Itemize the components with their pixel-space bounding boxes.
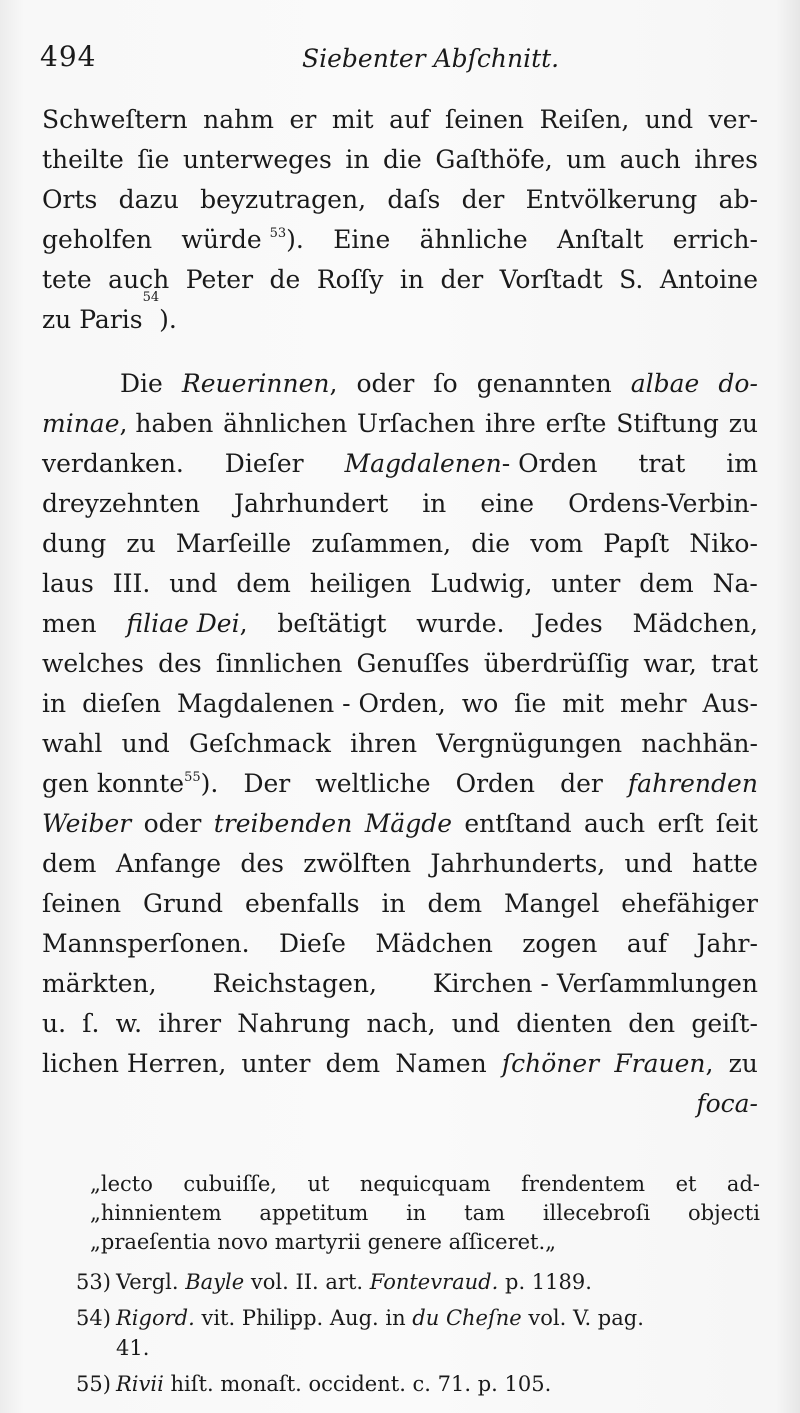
word: nequicquam: [359, 1172, 491, 1196]
word: wo: [461, 689, 499, 718]
word: wurde.: [416, 609, 505, 638]
word: überdrüſſig: [483, 649, 630, 678]
word: oder: [143, 809, 202, 838]
word: zu: [728, 409, 758, 438]
word: Aus-: [702, 689, 758, 718]
word: beſtätigt: [277, 609, 387, 638]
punct: ,: [239, 609, 248, 638]
text-line: [42, 364, 758, 404]
text-line: [42, 924, 758, 964]
word: Dieſe: [278, 929, 346, 958]
word: Kirchen - Verſammlungen: [432, 969, 758, 998]
word: dem: [639, 569, 694, 598]
footnote-54: [76, 1303, 760, 1363]
word: trat: [711, 649, 758, 678]
word: vom: [530, 529, 584, 558]
word: entſtand: [464, 809, 572, 838]
word: in: [422, 489, 447, 518]
word: Jahrhunderts,: [430, 849, 606, 878]
footnote-text: vol. II. art.: [250, 1270, 364, 1294]
word: die: [471, 529, 511, 558]
text-line: [42, 484, 758, 524]
word: Ludwig,: [430, 569, 533, 598]
footnote-number: 55): [76, 1372, 111, 1396]
text-line: [42, 644, 758, 684]
word: zu Paris: [42, 305, 143, 334]
word: ver-: [708, 105, 758, 134]
word: unter: [551, 569, 621, 598]
text-line: [42, 1004, 758, 1044]
running-head: Siebenter Abſchnitt.: [302, 44, 560, 73]
word: er: [289, 105, 317, 134]
word: der: [440, 265, 484, 294]
footnote-italic: Rigord.: [116, 1306, 195, 1330]
footnote-number: 53): [76, 1270, 111, 1294]
catchword: foca-: [696, 1089, 758, 1118]
word: weltliche: [315, 769, 431, 798]
footnote-text: 41.: [116, 1336, 150, 1360]
word: trat: [638, 449, 686, 478]
word: ehefähiger: [621, 889, 758, 918]
footnote-53: [76, 1267, 760, 1297]
footnote-text: hiſt. monaſt. occident. c. 71. p. 105.: [170, 1372, 552, 1396]
word: unter: [241, 1049, 311, 1078]
italic-word: minae: [42, 409, 120, 438]
body-text: [42, 100, 758, 1124]
word: und: [121, 729, 170, 758]
page-number: 494: [40, 40, 97, 73]
word: Anſtalt: [556, 225, 644, 254]
word: und: [624, 849, 673, 878]
word: zwölften: [303, 849, 412, 878]
word: auf: [626, 929, 668, 958]
word: illecebroſi: [542, 1201, 651, 1225]
word: der: [560, 769, 603, 798]
word: ihren: [350, 729, 418, 758]
word: ihrer: [158, 1009, 222, 1038]
word: [182, 364, 338, 404]
word: mehr: [619, 689, 687, 718]
word: Antoine: [659, 265, 758, 294]
word: ſie: [137, 145, 170, 174]
word: Anfange: [115, 849, 222, 878]
text-line: [42, 220, 758, 260]
word: des: [240, 849, 284, 878]
word: frendentem: [521, 1172, 646, 1196]
word: errich-: [672, 225, 758, 254]
word: Dieſer: [224, 449, 304, 478]
word: [42, 404, 213, 444]
word: dreyzehnten: [42, 489, 200, 518]
word: unterweges: [182, 145, 332, 174]
word: nach,: [366, 1009, 436, 1038]
word: eine: [480, 489, 535, 518]
word: märkten,: [42, 969, 157, 998]
word: Mädchen,: [632, 609, 758, 638]
word: den: [628, 1009, 676, 1038]
word: auch: [619, 145, 681, 174]
word: ähnlichen: [223, 409, 348, 438]
text-line: [42, 404, 758, 444]
word: Vorſtadt: [499, 265, 603, 294]
word: dem: [325, 1049, 381, 1078]
word: Grund: [142, 889, 224, 918]
text-line: [42, 724, 758, 764]
word: gen konnte: [42, 769, 185, 798]
text-line: [42, 844, 758, 884]
punct: ,: [705, 1049, 714, 1078]
word: in: [381, 889, 406, 918]
footnote-ref: 53: [269, 225, 287, 241]
word: heiligen: [309, 569, 412, 598]
word: dem: [42, 849, 97, 878]
word: ).: [286, 225, 304, 254]
word: Eine: [333, 225, 391, 254]
text-line: [42, 1044, 758, 1084]
word: genannten: [476, 369, 612, 398]
word: dem: [427, 889, 483, 918]
word: - Orden: [501, 449, 598, 478]
word: Ordens-Verbin-: [568, 489, 758, 518]
footnote-italic: Rivii: [116, 1372, 164, 1396]
word: ſinnlichen: [215, 649, 343, 678]
word: zogen: [522, 929, 598, 958]
word: in: [406, 1201, 427, 1225]
paragraph-gap: [42, 340, 758, 364]
word: ut: [307, 1172, 330, 1196]
word: Vergnügungen: [436, 729, 623, 758]
word: , haben: [119, 409, 214, 438]
word: „praeſentia novo martyrii genere aſſiceret.„: [90, 1230, 557, 1254]
word: oder: [356, 369, 415, 398]
word: ſeinen: [42, 889, 122, 918]
word: cubuiſſe,: [183, 1172, 277, 1196]
word: Schweſtern: [42, 105, 188, 134]
word: Genuſſes: [356, 649, 470, 678]
text-line: [42, 764, 758, 804]
word: Urſachen: [357, 409, 476, 438]
word: dazu: [118, 185, 179, 214]
word: ).: [200, 769, 219, 798]
word: de: [269, 265, 301, 294]
text-line: [42, 444, 758, 484]
word: tam: [464, 1201, 506, 1225]
italic-word: do-: [718, 369, 758, 398]
word: dienten: [516, 1009, 613, 1038]
italic-word: Reuerinnen: [181, 369, 330, 398]
word: Roſſy: [316, 265, 384, 294]
word: Jahr-: [696, 929, 758, 958]
word: ).: [159, 305, 177, 334]
footnote-italic: du Cheſne: [412, 1306, 522, 1330]
word: ſ.: [82, 1009, 100, 1038]
word: ad-: [726, 1172, 760, 1196]
quote-line: [90, 1170, 760, 1199]
word: Na-: [712, 569, 758, 598]
word: Jedes: [534, 609, 603, 638]
word: „lecto: [90, 1172, 153, 1196]
italic-word: filiae Dei: [126, 609, 240, 638]
word: appetitum: [259, 1201, 369, 1225]
footnote-text: Vergl.: [116, 1270, 179, 1294]
word: im: [726, 449, 758, 478]
word: Mädchen: [375, 929, 493, 958]
word: Reichstagen,: [212, 969, 377, 998]
word: dieſen: [82, 689, 162, 718]
text-line: [42, 1084, 758, 1124]
word: und: [451, 1009, 500, 1038]
footnote-ref: 54: [142, 290, 160, 305]
text-line: [42, 884, 758, 924]
footnote-55: [76, 1369, 760, 1399]
punct: ,: [329, 369, 338, 398]
text-line: [42, 684, 758, 724]
word: Namen: [395, 1049, 487, 1078]
text-line: [42, 140, 758, 180]
footnotes: [76, 1170, 760, 1399]
word: in: [345, 145, 370, 174]
word: Stiftung: [616, 409, 719, 438]
footnote-italic: Bayle: [185, 1270, 245, 1294]
word: ihres: [694, 145, 758, 174]
word: und: [644, 105, 694, 134]
italic-word: treibenden: [213, 809, 353, 838]
word: Orden: [455, 769, 535, 798]
word: theilte: [42, 145, 124, 174]
footnote-ref: 55: [184, 769, 201, 785]
word: erſt: [657, 809, 704, 838]
word: Marſeille: [175, 529, 292, 558]
word: [345, 444, 598, 484]
word: Jahrhundert: [234, 489, 389, 518]
word: laus: [42, 569, 94, 598]
word: nahm: [203, 105, 274, 134]
word: Papſt: [603, 529, 670, 558]
word: ebenfalls: [244, 889, 360, 918]
word: w.: [115, 1009, 143, 1038]
word: Mangel: [503, 889, 600, 918]
footnote-text: vol. V. pag.: [528, 1306, 644, 1330]
word: welches: [42, 649, 144, 678]
word: III.: [112, 569, 151, 598]
word: tete: [42, 265, 92, 294]
word: ſo: [433, 369, 458, 398]
word: Entvölkerung: [525, 185, 698, 214]
word: Peter: [185, 265, 254, 294]
word: S.: [619, 265, 644, 294]
word: zu: [126, 529, 156, 558]
text-line: [42, 180, 758, 220]
word: ihre: [484, 409, 536, 438]
word: zuſammen,: [311, 529, 452, 558]
word: hatte: [692, 849, 758, 878]
word: ähnliche: [419, 225, 528, 254]
footnote-text: p. 1189.: [505, 1270, 592, 1294]
word: verdanken.: [42, 449, 184, 478]
italic-word: Weiber: [42, 809, 132, 838]
word: geholfen: [42, 225, 153, 254]
word: auch: [583, 809, 646, 838]
word: men: [42, 609, 97, 638]
word: objecti: [688, 1201, 760, 1225]
word: beyzutragen,: [200, 185, 367, 214]
word: geiſt-: [691, 1009, 758, 1038]
word: dung: [42, 529, 107, 558]
word: zu: [728, 1049, 758, 1078]
quote-line: [90, 1228, 760, 1257]
word: auch: [108, 265, 170, 294]
word: Gaſthöfe,: [435, 145, 553, 174]
page-header: [40, 40, 760, 80]
word: ſeit: [715, 809, 758, 838]
word: würde: [181, 225, 262, 254]
italic-word: Mägde: [364, 809, 452, 838]
footnote-italic: Fontevraud.: [369, 1270, 499, 1294]
word: Magdalenen - Orden,: [177, 689, 446, 718]
word: die: [383, 145, 422, 174]
word: nachhän-: [641, 729, 758, 758]
word: erſte: [545, 409, 607, 438]
word: daſs: [387, 185, 441, 214]
word: Orts: [42, 185, 98, 214]
word-with-note: [181, 220, 303, 260]
word: Reiſen,: [539, 105, 630, 134]
word: Die: [120, 369, 163, 398]
quote-line: [90, 1199, 760, 1228]
word: [614, 1044, 713, 1084]
text-line: [42, 804, 758, 844]
word: lichen Herren,: [42, 1049, 227, 1078]
word: mit: [331, 105, 374, 134]
word: Nahrung: [237, 1009, 351, 1038]
text-line: [42, 524, 758, 564]
word: „hinnientem: [90, 1201, 222, 1225]
italic-word: Frauen: [614, 1049, 706, 1078]
word: des: [158, 649, 202, 678]
word: auf: [389, 105, 430, 134]
footnote-number: 54): [76, 1306, 111, 1330]
word: mit: [562, 689, 604, 718]
footnote-quote: [76, 1170, 760, 1257]
word: wahl: [42, 729, 103, 758]
word: ſie: [514, 689, 547, 718]
text-line: [42, 564, 758, 604]
word: war,: [643, 649, 697, 678]
word: Niko-: [689, 529, 758, 558]
word: Geſchmack: [189, 729, 331, 758]
word: um: [566, 145, 607, 174]
word-with-note: [42, 764, 218, 804]
word: in: [42, 689, 67, 718]
word: u.: [42, 1009, 67, 1038]
word: [126, 604, 247, 644]
word: Mannsperſonen.: [42, 929, 250, 958]
word: ab-: [718, 185, 758, 214]
text-line: [42, 604, 758, 644]
text-line: [42, 290, 758, 340]
word: ſeinen: [444, 105, 525, 134]
word: Der: [243, 769, 291, 798]
word: et: [675, 1172, 697, 1196]
word: in: [399, 265, 424, 294]
text-line: [42, 964, 758, 1004]
footnote-text: vit. Philipp. Aug. in: [201, 1306, 406, 1330]
word: dem: [236, 569, 291, 598]
italic-word: ſchöner: [501, 1049, 600, 1078]
text-line: [42, 100, 758, 140]
italic-word: albae: [630, 369, 700, 398]
word: und: [169, 569, 218, 598]
italic-word: fahrenden: [627, 769, 758, 798]
italic-word: Magdalenen: [344, 449, 502, 478]
word: der: [461, 185, 505, 214]
